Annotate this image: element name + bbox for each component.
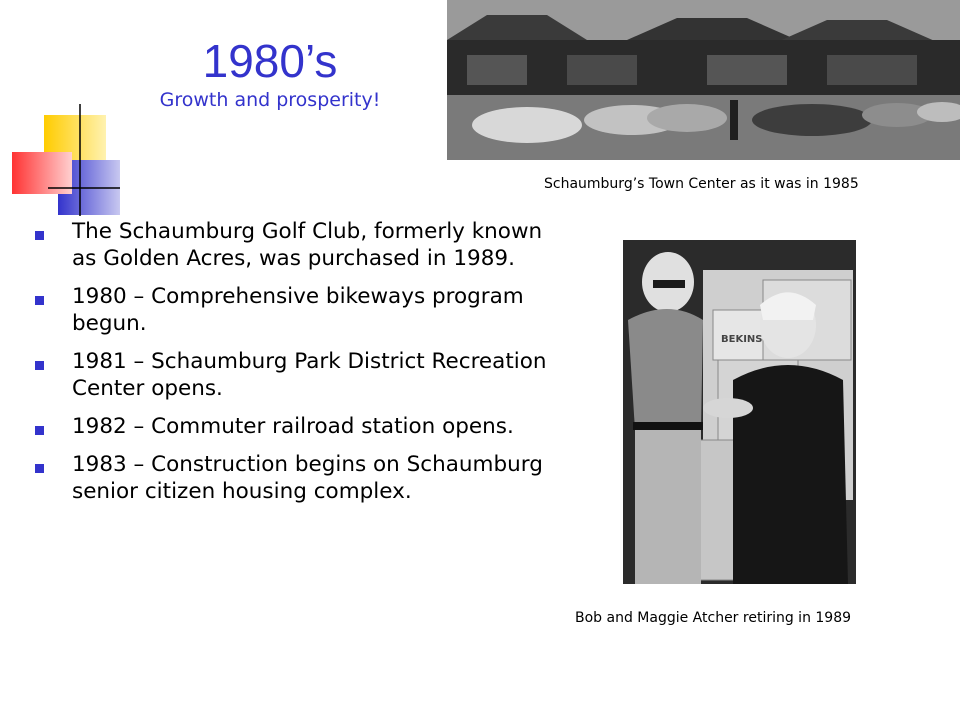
square-bullet-icon	[35, 361, 44, 370]
slide-title: 1980’s	[202, 35, 338, 87]
square-bullet-icon	[35, 296, 44, 305]
list-item	[30, 218, 550, 272]
town-center-caption: Schaumburg’s Town Center as it was in 1985	[544, 176, 859, 192]
list-item-text: 1981 – Schaumburg Park District Recreation Center opens.	[72, 349, 547, 401]
bekins-box-label: BEKINS	[721, 334, 763, 345]
list-item-text: The Schaumburg Golf Club, formerly known as Golden Acres, was purchased in 1989.	[72, 219, 543, 271]
town-center-photo	[447, 0, 960, 160]
list-item-text: 1983 – Construction begins on Schaumburg senior citizen housing complex.	[72, 452, 543, 504]
list-item	[30, 413, 550, 440]
list-item-text: 1980 – Comprehensive bikeways program begun.	[72, 284, 524, 336]
list-item	[30, 348, 550, 402]
square-bullet-icon	[35, 426, 44, 435]
bullet-list	[30, 218, 550, 516]
list-item	[30, 451, 550, 505]
square-bullet-icon	[35, 464, 44, 473]
atcher-retirement-caption: Bob and Maggie Atcher retiring in 1989	[575, 610, 852, 626]
decorative-squares	[0, 100, 120, 220]
list-item-text: 1982 – Commuter railroad station opens.	[72, 414, 514, 439]
atcher-retirement-photo	[623, 240, 856, 584]
list-item	[30, 283, 550, 337]
title-block	[100, 36, 440, 111]
slide-subtitle: Growth and prosperity!	[159, 88, 381, 111]
square-bullet-icon	[35, 231, 44, 240]
